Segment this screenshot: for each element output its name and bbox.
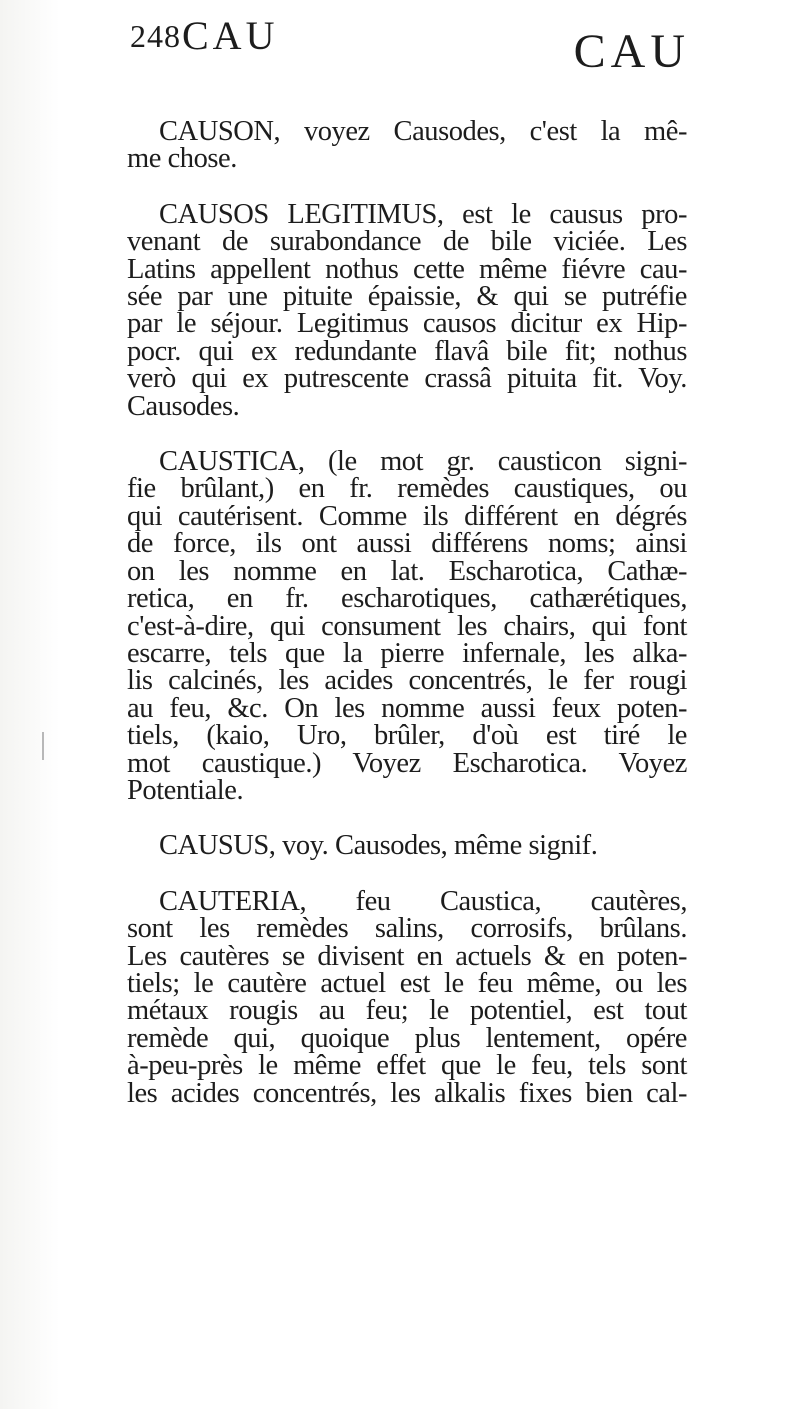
running-head-right: CAU: [573, 25, 690, 78]
text-line: me chose.: [127, 143, 237, 175]
dictionary-text: [127, 118, 687, 1135]
text-line: tiels, (kaio, Uro, brûler, d'où est tiré le: [127, 720, 687, 752]
text-line: CAUSUS, voy. Causodes, même signif.: [159, 830, 598, 862]
text-line: CAUTERIA, feu Caustica, cautères,: [159, 885, 687, 917]
text-line: retica, en fr. escharotiques, cathærétiques,: [127, 583, 687, 615]
text-line: CAUSOS LEGITIMUS, est le causus pro-: [159, 198, 687, 230]
text-line: métaux rougis au feu; le potentiel, est tout: [127, 995, 687, 1027]
entry-caustica: [127, 448, 687, 804]
text-line: lis calcinés, les acides concentrés, le fer rougi: [127, 665, 687, 697]
text-line: par le séjour. Legitimus causos dicitur ex Hip-: [127, 308, 687, 340]
text-line: escarre, tels que la pierre infernale, les alka-: [127, 637, 687, 669]
page-number: 248: [130, 18, 181, 54]
text-line: on les nomme en lat. Escharotica, Cathæ-: [127, 555, 687, 587]
text-line: sée par une pituite épaissie, & qui se putréfie: [127, 281, 687, 313]
text-line: mot caustique.) Voyez Escharotica. Voyez: [127, 747, 687, 779]
page-edge-mark: [42, 732, 44, 760]
entry-causon: [127, 118, 687, 173]
text-line: les acides concentrés, les alkalis fixes bien cal-: [127, 1077, 687, 1109]
text-line: à-peu-près le même effet que le feu, tels sont: [127, 1050, 687, 1082]
text-line: CAUSON, voyez Causodes, c'est la mê-: [159, 116, 687, 147]
text-line: Potentiale.: [127, 774, 244, 806]
text-line: CAUSTICA, (le mot gr. causticon signi-: [159, 446, 687, 478]
entry-causus: [127, 830, 687, 862]
text-line: c'est-à-dire, qui consument les chairs, qui font: [127, 610, 687, 642]
entry-cauteria: [127, 885, 687, 1109]
text-line: Latins appellent nothus cette même fiévre cau-: [127, 253, 687, 285]
page-header: [130, 12, 690, 82]
text-line: qui cautérisent. Comme ils différent en dégrés: [127, 500, 687, 532]
text-line: de force, ils ont aussi différens noms; ainsi: [127, 528, 687, 560]
text-line: tiels; le cautère actuel est le feu même, ou les: [127, 967, 687, 999]
entry-causos-legitimus: [127, 198, 687, 422]
text-line: Causodes.: [127, 390, 240, 422]
text-line: venant de surabondance de bile viciée. Les: [127, 226, 687, 258]
running-head-left: CAU: [182, 13, 279, 58]
text-line: fie brûlant,) en fr. remèdes caustiques, ou: [127, 473, 687, 505]
text-line: au feu, &c. On les nomme aussi feux poten-: [127, 692, 687, 724]
text-line: verò qui ex putrescente crassâ pituita fit. Voy.: [127, 363, 687, 395]
text-line: sont les remèdes salins, corrosifs, brûlans.: [127, 913, 687, 945]
text-line: Les cautères se divisent en actuels & en poten-: [127, 940, 687, 972]
text-line: remède qui, quoique plus lentement, opére: [127, 1022, 687, 1054]
text-line: pocr. qui ex redundante flavâ bile fit; nothus: [127, 335, 687, 367]
